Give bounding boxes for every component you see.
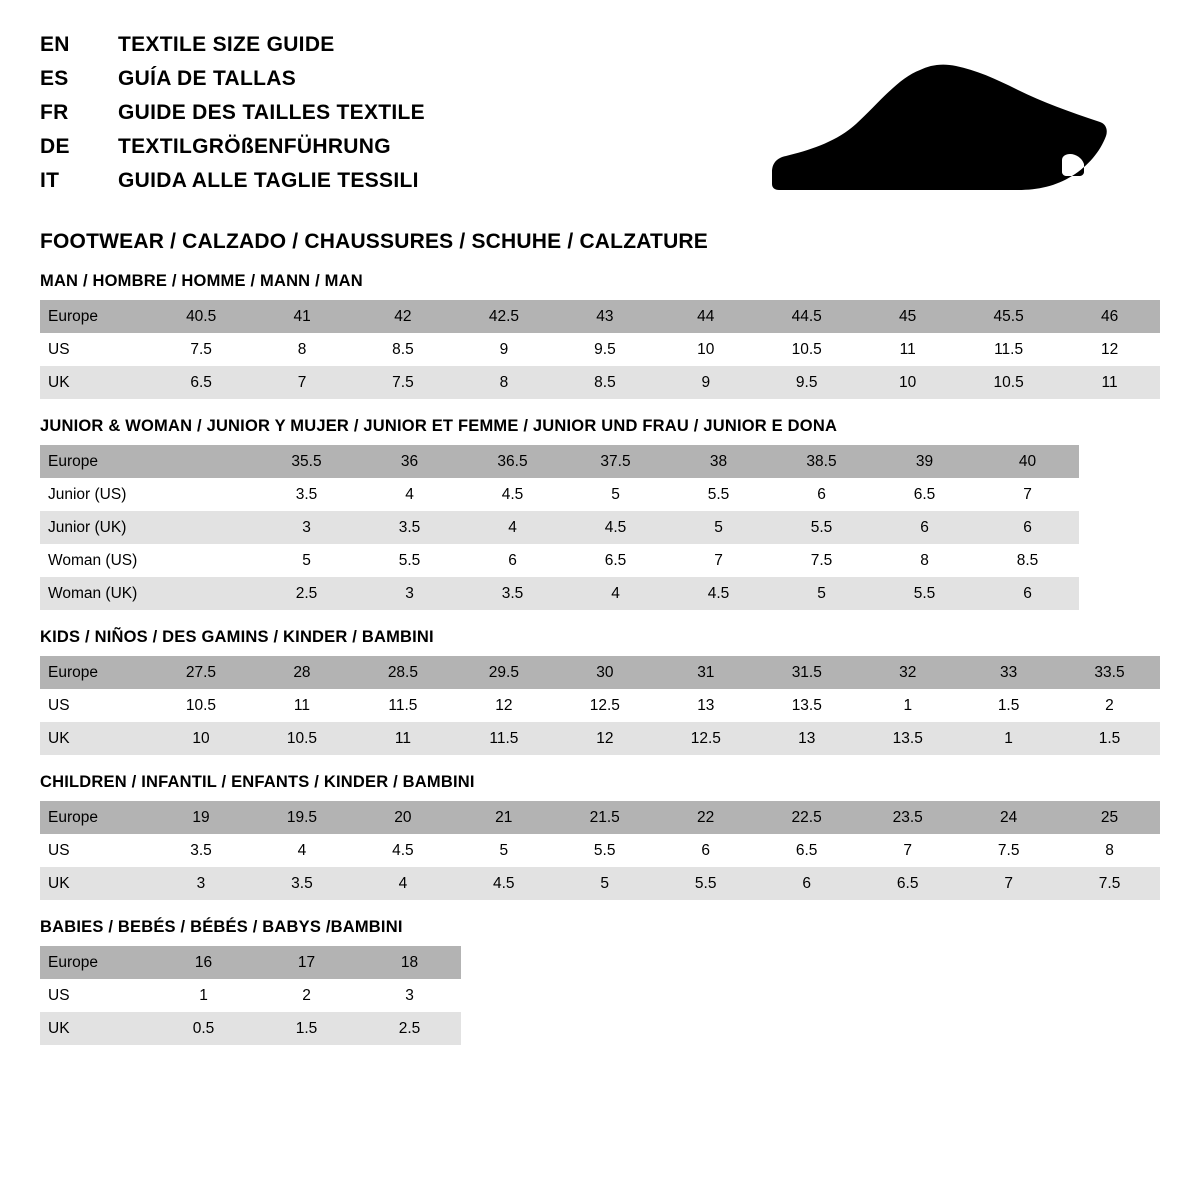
language-code: EN [40, 33, 70, 56]
table-cell: 3.5 [251, 867, 352, 900]
table-cell: 3.5 [255, 478, 358, 511]
table-cell: 4 [251, 834, 352, 867]
table-cell: 11 [1059, 366, 1160, 399]
table-cell: 13.5 [857, 722, 958, 755]
table-cell: 3 [255, 511, 358, 544]
row-label: Europe [40, 946, 152, 979]
table-row [40, 834, 1160, 867]
table-cell: 30 [554, 656, 655, 689]
table-cell: 7.5 [958, 834, 1059, 867]
table-cell: 3 [358, 577, 461, 610]
language-row [40, 170, 425, 191]
table-cell: 11 [857, 333, 958, 366]
table-block [40, 918, 1160, 1045]
table-cell: 7.5 [151, 333, 252, 366]
table-cell: 11 [352, 722, 453, 755]
language-row [40, 136, 425, 157]
size-table [40, 656, 1160, 755]
language-row [40, 34, 425, 55]
table-cell: 5.5 [554, 834, 655, 867]
table-cell: 2 [1059, 689, 1160, 722]
table-cell: 8 [453, 366, 554, 399]
table-cell: 5.5 [873, 577, 976, 610]
table-cell: 6.5 [564, 544, 667, 577]
table-row [40, 544, 1079, 577]
table-row [40, 1012, 461, 1045]
table-cell: 6 [873, 511, 976, 544]
table-cell: 44.5 [756, 300, 857, 333]
row-label: US [40, 834, 151, 867]
table-cell: 12.5 [554, 689, 655, 722]
table-cell: 10 [150, 722, 251, 755]
language-title: TEXTILGRÖßENFÜHRUNG [118, 135, 391, 158]
table-cell: 6 [770, 478, 873, 511]
table-cell: 6 [461, 544, 564, 577]
language-code: IT [40, 169, 60, 192]
table-row [40, 867, 1160, 900]
row-label: Woman (US) [40, 544, 152, 577]
row-label: US [40, 333, 151, 366]
row-label: Europe [40, 801, 151, 834]
table-cell: 11 [251, 689, 352, 722]
table-cell: 10.5 [958, 366, 1059, 399]
table-cell: 40 [976, 445, 1079, 478]
table-row [40, 445, 1079, 478]
table-cell: 21 [453, 801, 554, 834]
language-title-list [40, 34, 425, 204]
table-cell: 24 [958, 801, 1059, 834]
table-cell: 27.5 [150, 656, 251, 689]
table-cell: 1.5 [1059, 722, 1160, 755]
table-cell: 4.5 [352, 834, 453, 867]
table-cell: 10.5 [251, 722, 352, 755]
table-cell: 8.5 [352, 333, 453, 366]
language-title: GUIDA ALLE TAGLIE TESSILI [118, 169, 419, 192]
table-cell: 6 [756, 867, 857, 900]
language-title: GUIDE DES TAILLES TEXTILE [118, 101, 425, 124]
table-cell: 22.5 [756, 801, 857, 834]
table-cell: 18 [358, 946, 461, 979]
table-row [40, 577, 1079, 610]
table-cell: 42.5 [453, 300, 554, 333]
table-cell: 20 [352, 801, 453, 834]
language-row [40, 68, 425, 89]
language-row [40, 102, 425, 123]
table-cell: 12 [554, 722, 655, 755]
table-cell: 6 [655, 834, 756, 867]
table-cell: 9 [655, 366, 756, 399]
table-cell: 5 [554, 867, 655, 900]
table-cell: 3 [151, 867, 252, 900]
table-cell: 9 [453, 333, 554, 366]
row-label: Woman (UK) [40, 577, 152, 610]
table-block [40, 272, 1160, 399]
table-cell: 2 [255, 979, 358, 1012]
language-title: TEXTILE SIZE GUIDE [118, 33, 335, 56]
table-cell: 4 [358, 478, 461, 511]
row-label: UK [40, 1012, 152, 1045]
table-cell: 13 [756, 722, 857, 755]
table-cell: 21.5 [554, 801, 655, 834]
table-row [40, 333, 1160, 366]
table-row [40, 722, 1160, 755]
table-cell: 7 [667, 544, 770, 577]
table-cell: 3.5 [461, 577, 564, 610]
table-title: JUNIOR & WOMAN / JUNIOR Y MUJER / JUNIOR ET FEMME / JUNIOR UND FRAU / JUNIOR E DONA [40, 417, 838, 435]
table-row [40, 979, 461, 1012]
table-row [40, 511, 1079, 544]
table-cell: 12 [453, 689, 554, 722]
table-cell: 6 [976, 511, 1079, 544]
table-cell: 1 [857, 689, 958, 722]
row-label: Europe [40, 656, 150, 689]
table-cell: 8 [1059, 834, 1160, 867]
table-row [40, 656, 1160, 689]
table-cell: 45.5 [958, 300, 1059, 333]
page-header [40, 34, 1160, 204]
table-cell: 12.5 [655, 722, 756, 755]
language-code: FR [40, 101, 69, 124]
table-cell: 5 [255, 544, 358, 577]
table-cell: 22 [655, 801, 756, 834]
table-cell: 11.5 [453, 722, 554, 755]
table-cell: 1 [152, 979, 255, 1012]
table-row [40, 366, 1160, 399]
table-cell: 40.5 [151, 300, 252, 333]
table-cell: 3 [358, 979, 461, 1012]
table-cell: 38.5 [770, 445, 873, 478]
row-label: US [40, 689, 150, 722]
table-row [40, 689, 1160, 722]
table-cell: 5.5 [667, 478, 770, 511]
table-cell: 6.5 [151, 366, 252, 399]
table-cell: 25 [1059, 801, 1160, 834]
table-cell: 38 [667, 445, 770, 478]
language-title: GUÍA DE TALLAS [118, 67, 297, 90]
table-cell: 3.5 [151, 834, 252, 867]
table-cell: 44 [655, 300, 756, 333]
table-cell: 32 [857, 656, 958, 689]
size-table [40, 300, 1160, 399]
table-cell: 5 [667, 511, 770, 544]
table-cell: 5 [770, 577, 873, 610]
table-cell: 36.5 [461, 445, 564, 478]
table-block [40, 773, 1160, 900]
table-cell: 29.5 [453, 656, 554, 689]
table-cell: 6.5 [756, 834, 857, 867]
row-label: US [40, 979, 152, 1012]
table-cell: 36 [358, 445, 461, 478]
table-cell: 5.5 [358, 544, 461, 577]
table-cell: 31 [655, 656, 756, 689]
table-cell: 45 [857, 300, 958, 333]
table-cell: 4 [461, 511, 564, 544]
table-cell: 23.5 [857, 801, 958, 834]
size-table [40, 801, 1160, 900]
table-cell: 28 [251, 656, 352, 689]
table-cell: 6 [976, 577, 1079, 610]
table-cell: 43 [554, 300, 655, 333]
table-cell: 9.5 [554, 333, 655, 366]
table-cell: 46 [1059, 300, 1160, 333]
table-row [40, 478, 1079, 511]
table-row [40, 300, 1160, 333]
table-title: CHILDREN / INFANTIL / ENFANTS / KINDER / BAMBINI [40, 773, 475, 791]
table-cell: 8 [873, 544, 976, 577]
table-block [40, 628, 1160, 755]
table-cell: 1 [958, 722, 1059, 755]
table-cell: 5 [453, 834, 554, 867]
table-cell: 7 [857, 834, 958, 867]
table-title: BABIES / BEBÉS / BÉBÉS / BABYS /BAMBINI [40, 918, 403, 936]
table-cell: 4 [564, 577, 667, 610]
table-cell [152, 511, 255, 544]
table-title: MAN / HOMBRE / HOMME / MANN / MAN [40, 272, 363, 290]
row-label: Europe [40, 300, 151, 333]
table-row [40, 946, 461, 979]
table-cell: 13 [655, 689, 756, 722]
table-cell [152, 445, 255, 478]
table-cell: 4.5 [667, 577, 770, 610]
size-table [40, 946, 461, 1045]
row-label: UK [40, 366, 151, 399]
table-cell: 33.5 [1059, 656, 1160, 689]
table-cell: 7.5 [770, 544, 873, 577]
table-cell: 7 [976, 478, 1079, 511]
table-cell: 31.5 [756, 656, 857, 689]
table-cell: 35.5 [255, 445, 358, 478]
table-cell: 39 [873, 445, 976, 478]
table-cell: 0.5 [152, 1012, 255, 1045]
table-cell: 8 [252, 333, 353, 366]
table-cell: 4.5 [461, 478, 564, 511]
dress-shoe-icon [770, 62, 1110, 197]
table-cell: 13.5 [756, 689, 857, 722]
table-cell: 7.5 [1059, 867, 1160, 900]
table-cell [152, 577, 255, 610]
table-cell: 5.5 [655, 867, 756, 900]
table-cell: 4.5 [564, 511, 667, 544]
table-cell: 17 [255, 946, 358, 979]
table-cell: 1.5 [958, 689, 1059, 722]
page-title: FOOTWEAR / CALZADO / CHAUSSURES / SCHUHE / CALZATURE [40, 230, 709, 253]
size-tables [40, 272, 1160, 1045]
size-table [40, 445, 1079, 610]
table-cell: 1.5 [255, 1012, 358, 1045]
table-cell: 6.5 [873, 478, 976, 511]
language-code: DE [40, 135, 70, 158]
table-cell: 2.5 [358, 1012, 461, 1045]
table-cell: 8.5 [976, 544, 1079, 577]
table-cell [152, 544, 255, 577]
table-cell: 7.5 [352, 366, 453, 399]
table-cell: 10 [655, 333, 756, 366]
table-cell: 12 [1059, 333, 1160, 366]
row-label: UK [40, 867, 151, 900]
table-cell: 4 [352, 867, 453, 900]
table-cell: 7 [252, 366, 353, 399]
table-cell: 6.5 [857, 867, 958, 900]
table-cell: 28.5 [352, 656, 453, 689]
table-cell [152, 478, 255, 511]
table-cell: 4.5 [453, 867, 554, 900]
table-row [40, 801, 1160, 834]
row-label: Junior (US) [40, 478, 152, 511]
table-cell: 10 [857, 366, 958, 399]
table-cell: 11.5 [352, 689, 453, 722]
table-cell: 10.5 [756, 333, 857, 366]
table-cell: 10.5 [150, 689, 251, 722]
table-cell: 19 [151, 801, 252, 834]
table-cell: 33 [958, 656, 1059, 689]
row-label: UK [40, 722, 150, 755]
table-cell: 2.5 [255, 577, 358, 610]
row-label: Junior (UK) [40, 511, 152, 544]
table-cell: 9.5 [756, 366, 857, 399]
table-cell: 37.5 [564, 445, 667, 478]
table-cell: 5 [564, 478, 667, 511]
table-block [40, 417, 1160, 610]
table-cell: 5.5 [770, 511, 873, 544]
table-title: KIDS / NIÑOS / DES GAMINS / KINDER / BAMBINI [40, 628, 434, 646]
table-cell: 3.5 [358, 511, 461, 544]
table-cell: 41 [252, 300, 353, 333]
row-label: Europe [40, 445, 152, 478]
table-cell: 19.5 [251, 801, 352, 834]
language-code: ES [40, 67, 69, 90]
table-cell: 16 [152, 946, 255, 979]
table-cell: 11.5 [958, 333, 1059, 366]
table-cell: 8.5 [554, 366, 655, 399]
table-cell: 42 [352, 300, 453, 333]
table-cell: 7 [958, 867, 1059, 900]
